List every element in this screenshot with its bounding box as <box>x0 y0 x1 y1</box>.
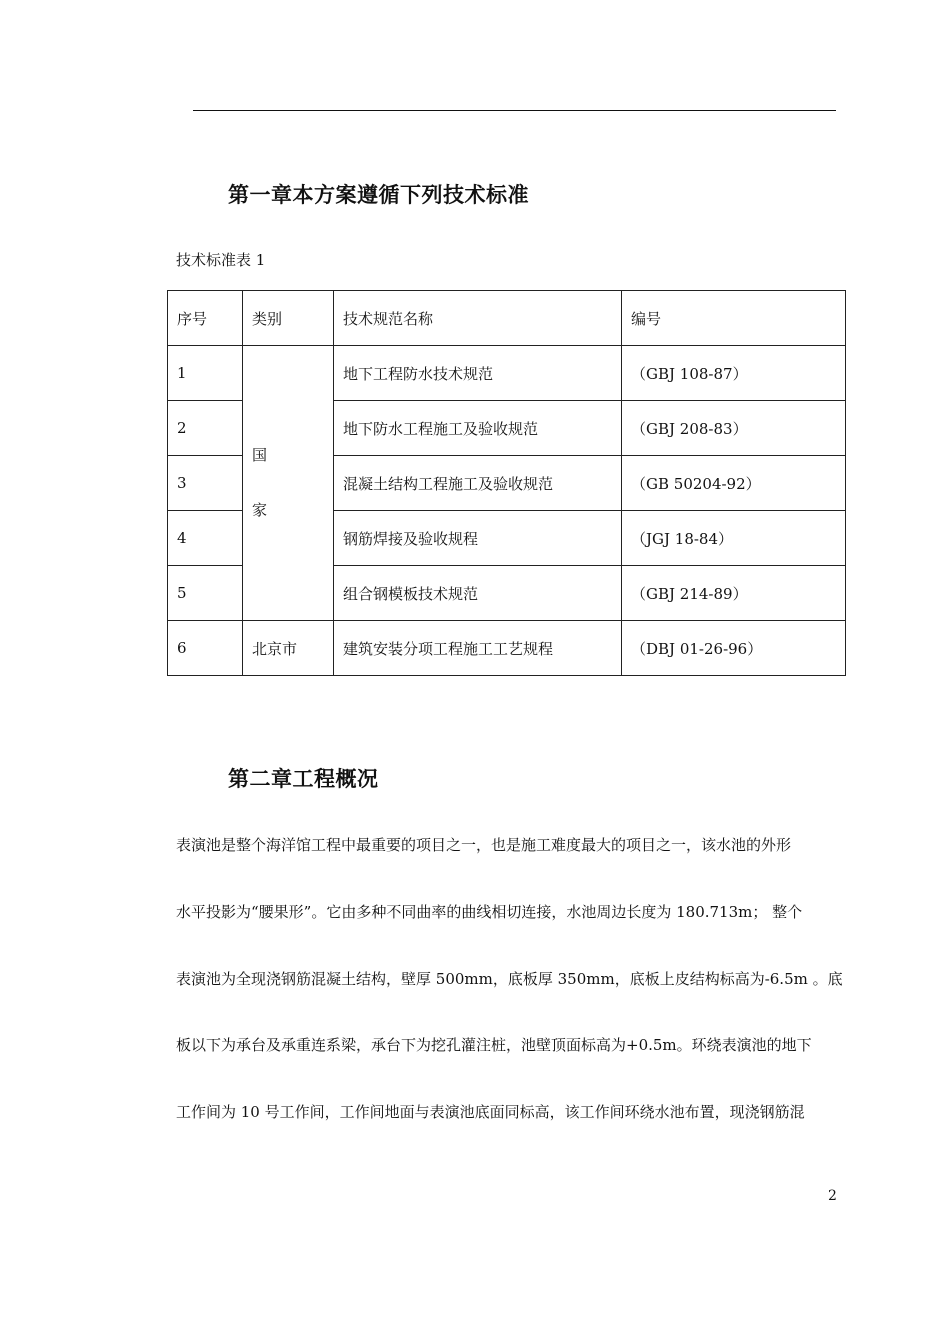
row-name: 地下防水工程施工及验收规范 <box>334 401 622 456</box>
row-no: 2 <box>168 401 243 456</box>
standards-table <box>167 290 846 676</box>
table-header-row <box>168 291 846 346</box>
paragraph-line: 板以下为承台及承重连系梁，承台下为挖孔灌注桩，池壁顶面标高为+0.5m。环绕表演池的地下 <box>176 1036 812 1054</box>
row-code: （GB 50204-92） <box>622 456 846 511</box>
row-no: 6 <box>168 621 243 676</box>
category-char: 家 <box>252 501 268 519</box>
row-no: 5 <box>168 566 243 621</box>
category-national <box>243 346 334 621</box>
row-code: （DBJ 01-26-96） <box>622 621 846 676</box>
row-code: （GBJ 208-83） <box>622 401 846 456</box>
header-name: 技术规范名称 <box>334 291 622 346</box>
row-name: 钢筋焊接及验收规程 <box>334 511 622 566</box>
header-category: 类别 <box>243 291 334 346</box>
row-no: 4 <box>168 511 243 566</box>
row-code: （GBJ 108-87） <box>622 346 846 401</box>
page-number: 2 <box>828 1188 837 1204</box>
row-no: 1 <box>168 346 243 401</box>
category-char: 国 <box>252 446 268 464</box>
table-row <box>168 621 846 676</box>
row-name: 组合钢模板技术规范 <box>334 566 622 621</box>
row-category: 北京市 <box>243 621 334 676</box>
chapter1-title: 第一章本方案遵循下列技术标准 <box>228 183 529 207</box>
table-row <box>168 346 846 401</box>
row-code: （JGJ 18-84） <box>622 511 846 566</box>
chapter2-title: 第二章工程概况 <box>228 767 379 791</box>
row-name: 地下工程防水技术规范 <box>334 346 622 401</box>
row-name: 建筑安装分项工程施工工艺规程 <box>334 621 622 676</box>
header-code: 编号 <box>622 291 846 346</box>
header-rule <box>193 110 836 111</box>
paragraph-line: 水平投影为“腰果形”。它由多种不同曲率的曲线相切连接，水池周边长度为 180.713m； 整个 <box>176 903 803 921</box>
paragraph-line: 表演池是整个海洋馆工程中最重要的项目之一，也是施工难度最大的项目之一，该水池的外形 <box>176 836 792 854</box>
paragraph-line: 工作间为 10 号工作间，工作间地面与表演池底面同标高，该工作间环绕水池布置，现浇钢筋混 <box>176 1103 805 1121</box>
row-code: （GBJ 214-89） <box>622 566 846 621</box>
paragraph-line: 表演池为全现浇钢筋混凝土结构，壁厚 500mm，底板厚 350mm，底板上皮结构标高为-6.5m 。底 <box>176 970 843 988</box>
row-no: 3 <box>168 456 243 511</box>
row-name: 混凝土结构工程施工及验收规范 <box>334 456 622 511</box>
header-no: 序号 <box>168 291 243 346</box>
table-caption: 技术标准表 1 <box>176 251 266 269</box>
